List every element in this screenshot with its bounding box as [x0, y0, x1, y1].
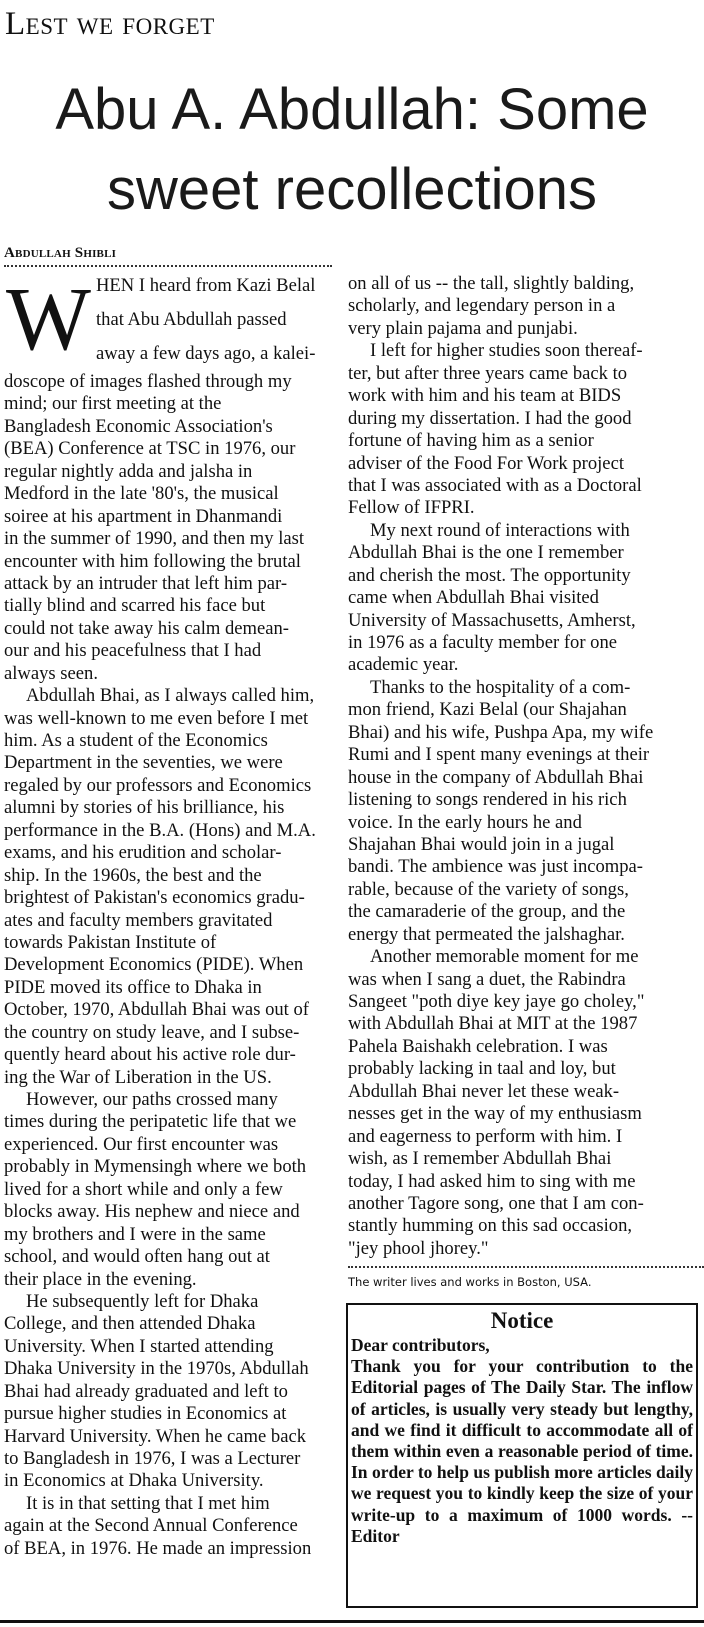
divider	[348, 1266, 704, 1268]
text-line: Fellow of IFPRI.	[348, 497, 475, 519]
text-line: the camaraderie of the group, and the	[348, 901, 626, 923]
text-line: quently heard about his active role dur-	[4, 1044, 296, 1066]
text-line: came when Abdullah Bhai visited	[348, 587, 599, 609]
text-line: our and his peacefulness that I had	[4, 640, 262, 662]
drop-cap: W	[6, 270, 91, 369]
text-line: school, and would often hang out at	[4, 1246, 270, 1268]
paragraph	[4, 685, 332, 1089]
text-line: HEN I heard from Kazi Belal	[96, 275, 316, 296]
text-line: mind; our first meeting at the	[4, 393, 222, 415]
text-line: on all of us -- the tall, slightly balding,	[348, 273, 635, 294]
text-line: again at the Second Annual Conference	[4, 1515, 298, 1537]
text-line: with Abdullah Bhai at MIT at the 1987	[348, 1013, 638, 1035]
notice-greeting: Dear contributors,	[351, 1335, 490, 1355]
text-line: Abdullah Bhai is the one I remember	[348, 542, 624, 564]
text-line: Thanks to the hospitality of a com-	[370, 676, 631, 698]
text-line: Shajahan Bhai would join in a jugal	[348, 833, 615, 855]
text-line: today, I had asked him to sing with me	[348, 1170, 636, 1192]
text-line: Bhai) and his wife, Pushpa Apa, my wife	[348, 721, 654, 743]
text-line: Rumi and I spent many evenings at their	[348, 744, 650, 766]
text-line: brightest of Pakistan's economics gradu-	[4, 887, 305, 909]
paragraph	[4, 1493, 332, 1560]
section-kicker: Lest we forget	[5, 6, 215, 42]
text-line: lived for a short while and only a few	[4, 1178, 283, 1200]
text-line: away a few days ago, a kalei-	[96, 343, 316, 364]
byline: Abdullah Shibli	[4, 241, 332, 267]
paragraph	[4, 1291, 332, 1493]
text-line: during my dissertation. I had the good	[348, 407, 632, 429]
headline-line: sweet recollections	[107, 157, 597, 222]
text-line: mon friend, Kazi Belal (our Shajahan	[348, 699, 627, 721]
text-line: towards Pakistan Institute of	[4, 931, 217, 953]
text-line: and cherish the most. The opportunity	[348, 564, 631, 586]
text-line: always seen.	[4, 662, 98, 684]
article-column-right	[348, 273, 676, 1260]
text-line: doscope of images flashed through my	[4, 371, 292, 392]
text-line: Bhai had already graduated and left to	[4, 1380, 288, 1402]
text-line: another Tagore song, one that I am con-	[348, 1192, 644, 1214]
text-line: that Abu Abdullah passed	[96, 309, 287, 330]
text-line: (BEA) Conference at TSC in 1976, our	[4, 438, 296, 460]
text-line: house in the company of Abdullah Bhai	[348, 766, 644, 788]
text-line: blocks away. His nephew and niece and	[4, 1201, 300, 1223]
text-line: Medford in the late '80's, the musical	[4, 483, 279, 505]
text-line: rable, because of the variety of songs,	[348, 878, 629, 900]
text-line: listening to songs rendered in his rich	[348, 789, 627, 811]
text-line: University. When I started attending	[4, 1335, 274, 1357]
headline-line: Abu A. Abdullah: Some	[55, 77, 649, 142]
text-line: I left for higher studies soon thereaf-	[370, 340, 643, 362]
text-line: in 1976 as a faculty member for one	[348, 632, 618, 653]
notice-title: Notice	[490, 1308, 554, 1333]
text-line: alumni by stories of his brilliance, his	[4, 797, 285, 819]
text-line: Development Economics (PIDE). When	[4, 954, 304, 976]
text-line: times during the peripatetic life that we	[4, 1111, 297, 1133]
text-line: However, our paths crossed many	[26, 1089, 278, 1110]
text-line: wish, as I remember Abdullah Bhai	[348, 1148, 612, 1170]
text-line: was when I sang a duet, the Rabindra	[348, 968, 626, 990]
paragraph	[348, 677, 676, 946]
text-line: ates and faculty members gravitated	[4, 909, 273, 931]
text-line: Department in the seventies, we were	[4, 752, 283, 774]
paragraph	[348, 273, 676, 340]
text-line: ship. In the 1960s, the best and the	[4, 864, 262, 886]
text-line: College, and then attended Dhaka	[4, 1313, 256, 1335]
notice-body: Thank you for your contribution to the Editorial pages of The Daily Star. The inflow of articles, is usually very steady but lengthy, and we find it difficult to accommodate all of them within even a reasonable period of time. In order to help us publish more articles daily we request you to kindly keep the size of your write-up to a maximum of 1000 words. --Editor	[351, 1356, 693, 1546]
text-line: energy that permeated the jalshaghar.	[348, 923, 625, 945]
text-line: He subsequently left for Dhaka	[26, 1290, 259, 1312]
paragraph	[348, 340, 676, 520]
paragraph	[348, 520, 676, 677]
text-line: regular nightly adda and jalsha in	[4, 460, 253, 482]
text-line: in the summer of 1990, and then my last	[4, 528, 305, 550]
text-line: could not take away his calm demean-	[4, 617, 289, 639]
text-line: was well-known to me even before I met	[4, 707, 309, 729]
text-line: Sangeet "poth diye key jaye go choley,"	[348, 991, 645, 1012]
text-line: Pahela Baishakh celebration. I was	[348, 1035, 608, 1057]
text-line: and eagerness to perform with him. I	[348, 1125, 623, 1147]
text-line: probably in Mymensingh where we both	[4, 1156, 307, 1178]
author-note: The writer lives and works in Boston, USA.	[348, 1275, 592, 1289]
text-line: nesses get in the way of my enthusiasm	[348, 1103, 642, 1125]
text-line: him. As a student of the Economics	[4, 730, 268, 751]
text-line: stantly humming on this sad occasion,	[348, 1215, 633, 1237]
text-line: PIDE moved its office to Dhaka in	[4, 976, 262, 998]
text-line: fortune of having him as a senior	[348, 430, 594, 452]
text-line: experienced. Our first encounter was	[4, 1133, 279, 1155]
article-column-left	[4, 241, 332, 1560]
text-line: Harvard University. When he came back	[4, 1425, 307, 1447]
text-line: my brothers and I were in the same	[4, 1223, 266, 1245]
text-line: tially blind and scarred his face but	[4, 595, 266, 617]
text-line: Dhaka University in the 1970s, Abdullah	[4, 1358, 309, 1380]
text-line: October, 1970, Abdullah Bhai was out of	[4, 999, 309, 1021]
text-line: ter, but after three years came back to	[348, 362, 628, 384]
text-line: encounter with him following the brutal	[4, 550, 301, 572]
paragraph	[348, 946, 676, 1260]
text-line: academic year.	[348, 654, 459, 676]
text-line: exams, and his erudition and scholar-	[4, 842, 282, 864]
text-line: pursue higher studies in Economics at	[4, 1403, 287, 1425]
text-line: very plain pajama and punjabi.	[348, 317, 578, 339]
text-line: adviser of the Food For Work project	[348, 452, 624, 474]
text-line: Bangladesh Economic Association's	[4, 415, 273, 437]
text-line: their place in the evening.	[4, 1268, 197, 1290]
text-line: in Economics at Dhaka University.	[4, 1470, 264, 1492]
text-line: scholarly, and legendary person in a	[348, 295, 616, 317]
text-line: the country on study leave, and I subse-	[4, 1021, 300, 1043]
text-line: It is in that setting that I met him	[26, 1492, 270, 1514]
paragraph	[4, 1089, 332, 1291]
notice-box	[346, 1303, 698, 1608]
text-line: regaled by our professors and Economics	[4, 774, 312, 796]
text-line: Another memorable moment for me	[370, 946, 639, 968]
text-line: My next round of interactions with	[370, 519, 630, 541]
text-line: work with him and his team at BIDS	[348, 385, 622, 407]
text-line: ing the War of Liberation in the US.	[4, 1066, 272, 1088]
text-line: to Bangladesh in 1976, I was a Lecturer	[4, 1448, 301, 1469]
text-line: soiree at his apartment in Dhanmandi	[4, 505, 283, 527]
text-line: Abdullah Bhai never let these weak-	[348, 1080, 620, 1102]
text-line: performance in the B.A. (Hons) and M.A.	[4, 819, 316, 841]
text-line: attack by an intruder that left him par-	[4, 572, 288, 594]
bottom-rule	[0, 1620, 704, 1623]
text-line: University of Massachusetts, Amherst,	[348, 609, 636, 631]
text-line: probably lacking in taal and loy, but	[348, 1058, 616, 1080]
headline	[0, 70, 704, 230]
text-line: Abdullah Bhai, as I always called him,	[26, 685, 315, 707]
text-line: of BEA, in 1976. He made an impression	[4, 1537, 312, 1559]
text-line: "jey phool jhorey."	[348, 1237, 489, 1259]
text-line: that I was associated with as a Doctoral	[348, 474, 642, 496]
text-line: voice. In the early hours he and	[348, 811, 582, 833]
text-line: bandi. The ambience was just incompa-	[348, 856, 644, 878]
